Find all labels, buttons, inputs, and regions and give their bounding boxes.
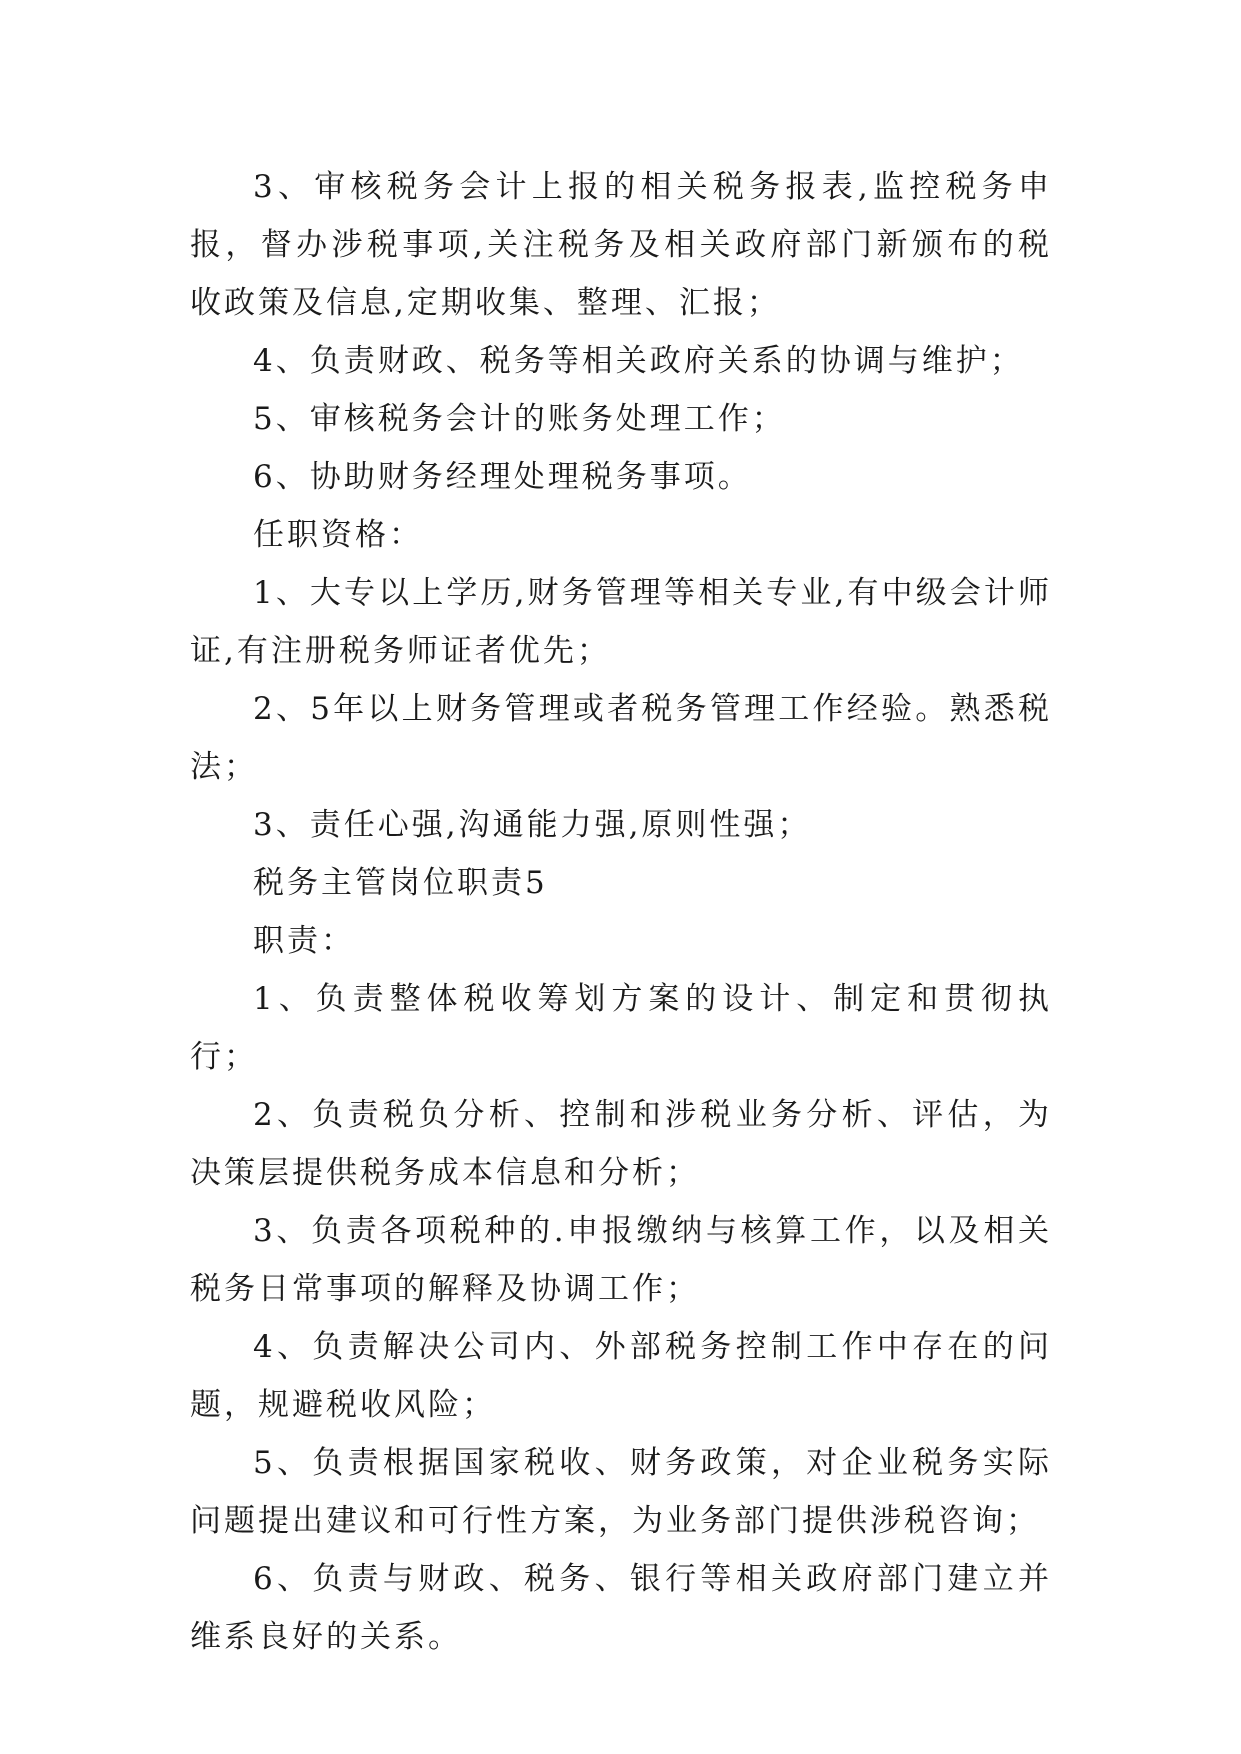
- paragraph-duty-4-government-relations: 4、负责财政、税务等相关政府关系的协调与维护；: [253, 343, 1024, 379]
- paragraph-qualification-3: 3、责任心强,沟通能力强,原则性强；: [253, 807, 812, 843]
- paragraph-duty-2-tax-analysis: 2、负责税负分析、控制和涉税业务分析、评估，为决策层提供税务成本信息和分析；: [190, 1097, 1052, 1191]
- paragraph-duty-6-assist-manager: 6、协助财务经理处理税务事项。: [253, 459, 752, 495]
- paragraph-duty-5-tax-advice: 5、负责根据国家税收、财务政策，对企业税务实际问题提出建议和可行性方案，为业务部门提供涉税咨询；: [190, 1445, 1052, 1539]
- paragraph-duty-5-account-review: 5、审核税务会计的账务处理工作；: [253, 401, 786, 437]
- paragraph-duty-4-tax-control: 4、负责解决公司内、外部税务控制工作中存在的问题，规避税收风险；: [190, 1329, 1052, 1423]
- section-title-job-duties-5: 税务主管岗位职责5: [253, 865, 548, 901]
- section-heading-qualifications: 任职资格：: [253, 517, 423, 553]
- section-heading-duties: 职责：: [253, 923, 355, 959]
- paragraph-duty-3-tax-review: 3、审核税务会计上报的相关税务报表,监控税务申报，督办涉税事项,关注税务及相关政府部门新颁布的税收政策及信息,定期收集、整理、汇报；: [190, 169, 1052, 321]
- paragraph-duty-6-relations: 6、负责与财政、税务、银行等相关政府部门建立并维系良好的关系。: [190, 1561, 1052, 1655]
- paragraph-duty-3-tax-filing: 3、负责各项税种的.申报缴纳与核算工作，以及相关税务日常事项的解释及协调工作；: [190, 1213, 1052, 1307]
- document-body: [190, 158, 1052, 1666]
- paragraph-qualification-2: 2、5年以上财务管理或者税务管理工作经验。熟悉税法；: [190, 691, 1052, 785]
- paragraph-qualification-1: 1、大专以上学历,财务管理等相关专业,有中级会计师证,有注册税务师证者优先；: [190, 575, 1052, 669]
- paragraph-duty-1-tax-planning: 1、负责整体税收筹划方案的设计、制定和贯彻执行；: [190, 981, 1052, 1075]
